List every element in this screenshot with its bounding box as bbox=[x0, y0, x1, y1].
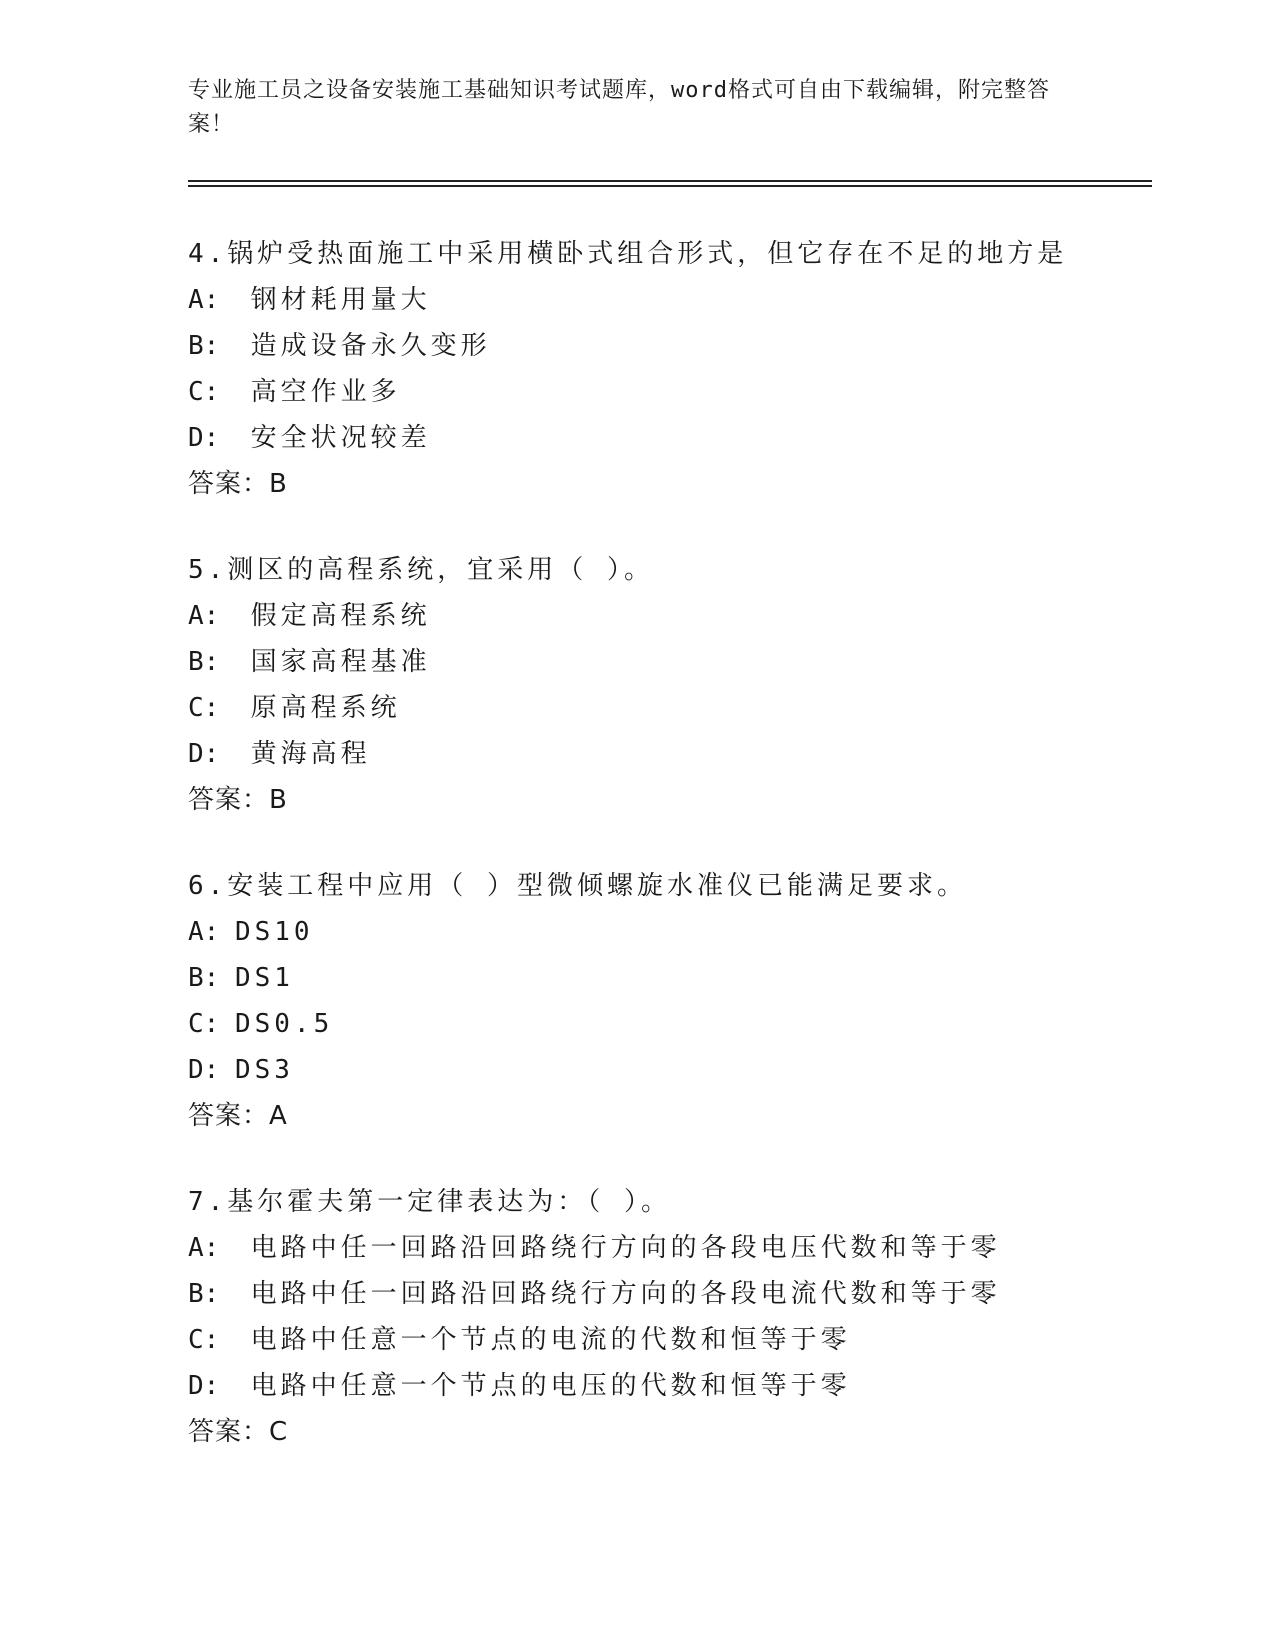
option-text: 电路中任一回路沿回路绕行方向的各段电压代数和等于零 bbox=[250, 1233, 1001, 1263]
question-5 bbox=[188, 547, 1168, 823]
option-text: DS10 bbox=[234, 917, 314, 947]
answer-label: 答案： bbox=[188, 469, 270, 499]
answer-value: C bbox=[269, 1417, 289, 1447]
option-c: C: 电路中任意一个节点的电流的代数和恒等于零 bbox=[188, 1325, 851, 1355]
option-b: B: 电路中任一回路沿回路绕行方向的各段电流代数和等于零 bbox=[188, 1279, 1001, 1309]
document-title: 专业施工员之设备安装施工基础知识考试题库，word格式可自由下载编辑，附完整答案！ bbox=[188, 78, 1050, 137]
answer-line bbox=[188, 1093, 1168, 1139]
option-text: 电路中任意一个节点的电压的代数和恒等于零 bbox=[250, 1371, 851, 1401]
option-text: 假定高程系统 bbox=[250, 601, 431, 631]
question-stem: 4.锅炉受热面施工中采用横卧式组合形式，但它存在不足的地方是 bbox=[188, 239, 1068, 269]
option-text: 高空作业多 bbox=[250, 377, 401, 407]
option-d: D: 电路中任意一个节点的电压的代数和恒等于零 bbox=[188, 1371, 851, 1401]
header-rule-bottom bbox=[188, 185, 1152, 187]
header-rule-top bbox=[188, 180, 1152, 182]
option-d: D: 安全状况较差 bbox=[188, 423, 431, 453]
question-6 bbox=[188, 863, 1168, 1139]
option-text: DS1 bbox=[234, 963, 294, 993]
option-text: 造成设备永久变形 bbox=[250, 331, 491, 361]
answer-line bbox=[188, 1409, 1168, 1455]
answer-label: 答案： bbox=[188, 1417, 270, 1447]
option-text: 安全状况较差 bbox=[250, 423, 431, 453]
answer-label: 答案： bbox=[188, 1101, 270, 1131]
option-b: B: 国家高程基准 bbox=[188, 647, 431, 677]
option-text: 电路中任意一个节点的电流的代数和恒等于零 bbox=[250, 1325, 851, 1355]
answer-line bbox=[188, 461, 1168, 507]
option-a: A: DS10 bbox=[188, 917, 314, 947]
option-a: A: 电路中任一回路沿回路绕行方向的各段电压代数和等于零 bbox=[188, 1233, 1001, 1263]
answer-label: 答案： bbox=[188, 785, 270, 815]
answer-value: A bbox=[269, 1101, 288, 1131]
question-7 bbox=[188, 1179, 1168, 1455]
option-text: 钢材耗用量大 bbox=[250, 285, 431, 315]
option-a: A: 假定高程系统 bbox=[188, 601, 431, 631]
option-d: D: 黄海高程 bbox=[188, 739, 371, 769]
option-text: 国家高程基准 bbox=[250, 647, 431, 677]
option-a: A: 钢材耗用量大 bbox=[188, 285, 431, 315]
answer-value: B bbox=[269, 785, 288, 815]
option-text: 原高程系统 bbox=[250, 693, 401, 723]
question-stem: 5.测区的高程系统，宜采用（ ）。 bbox=[188, 555, 654, 585]
option-b: B: DS1 bbox=[188, 963, 294, 993]
option-b: B: 造成设备永久变形 bbox=[188, 331, 491, 361]
option-c: C: DS0.5 bbox=[188, 1009, 334, 1039]
option-d: D: DS3 bbox=[188, 1055, 294, 1085]
question-stem: 7.基尔霍夫第一定律表达为：（ ）。 bbox=[188, 1187, 671, 1217]
option-c: C: 原高程系统 bbox=[188, 693, 401, 723]
option-text: DS3 bbox=[234, 1055, 294, 1085]
option-text: DS0.5 bbox=[234, 1009, 334, 1039]
answer-value: B bbox=[269, 469, 288, 499]
question-stem: 6.安装工程中应用（ ）型微倾螺旋水准仪已能满足要求。 bbox=[188, 871, 967, 901]
option-text: 黄海高程 bbox=[250, 739, 371, 769]
option-c: C: 高空作业多 bbox=[188, 377, 401, 407]
answer-line bbox=[188, 777, 1168, 823]
document-header bbox=[188, 74, 1068, 142]
question-4 bbox=[188, 231, 1168, 507]
option-text: 电路中任一回路沿回路绕行方向的各段电流代数和等于零 bbox=[250, 1279, 1001, 1309]
